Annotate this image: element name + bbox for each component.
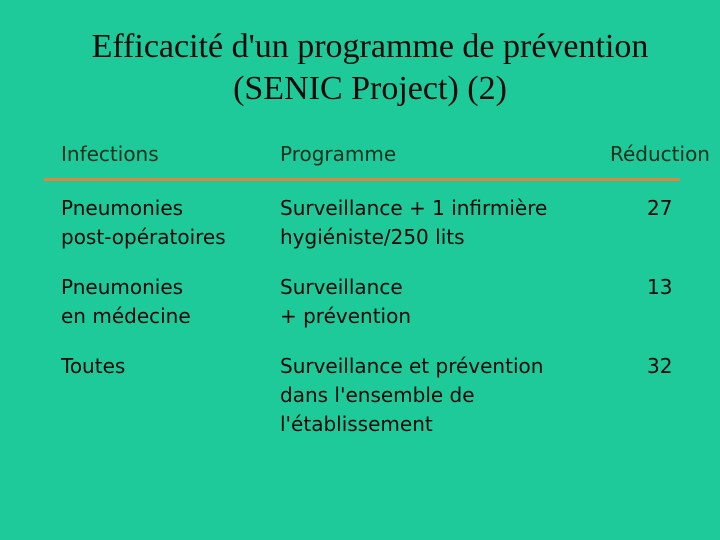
- row-2-reduction: 13: [647, 275, 673, 299]
- row-3-reduction: 32: [647, 354, 673, 378]
- header-divider: [44, 178, 680, 181]
- row-1-programme: [280, 194, 547, 252]
- row-1-programme-line-1: Surveillance + 1 infirmière: [280, 196, 548, 220]
- row-3-programme-line-2: dans l'ensemble de: [280, 383, 475, 407]
- row-2-infection: [61, 273, 191, 331]
- row-1-infection-line-1: Pneumonies: [61, 196, 184, 220]
- slide-title: [0, 26, 720, 110]
- row-2-programme-line-1: Surveillance: [280, 275, 403, 299]
- row-3-programme-line-3: l'établissement: [280, 412, 433, 436]
- row-1-infection: [61, 194, 226, 252]
- header-programme: Programme: [280, 142, 397, 166]
- header-infections: Infections: [61, 142, 159, 166]
- slide-title-line-2: (SENIC Project) (2): [233, 70, 507, 107]
- row-1-infection-line-2: post-opératoires: [61, 225, 226, 249]
- row-3-infection: [61, 352, 125, 381]
- row-2-infection-line-1: Pneumonies: [61, 275, 184, 299]
- row-2-infection-line-2: en médecine: [61, 304, 191, 328]
- slide-title-line-1: Efficacité d'un programme de prévention: [91, 28, 649, 65]
- row-3-programme: [280, 352, 543, 439]
- header-reduction: Réduction: [610, 142, 710, 166]
- row-1-programme-line-2: hygiéniste/250 lits: [280, 225, 465, 249]
- row-1-reduction: 27: [647, 196, 673, 220]
- row-2-programme-line-2: + prévention: [280, 304, 412, 328]
- row-2-programme: [280, 273, 411, 331]
- row-3-infection-line-1: Toutes: [61, 354, 126, 378]
- row-3-programme-line-1: Surveillance et prévention: [280, 354, 544, 378]
